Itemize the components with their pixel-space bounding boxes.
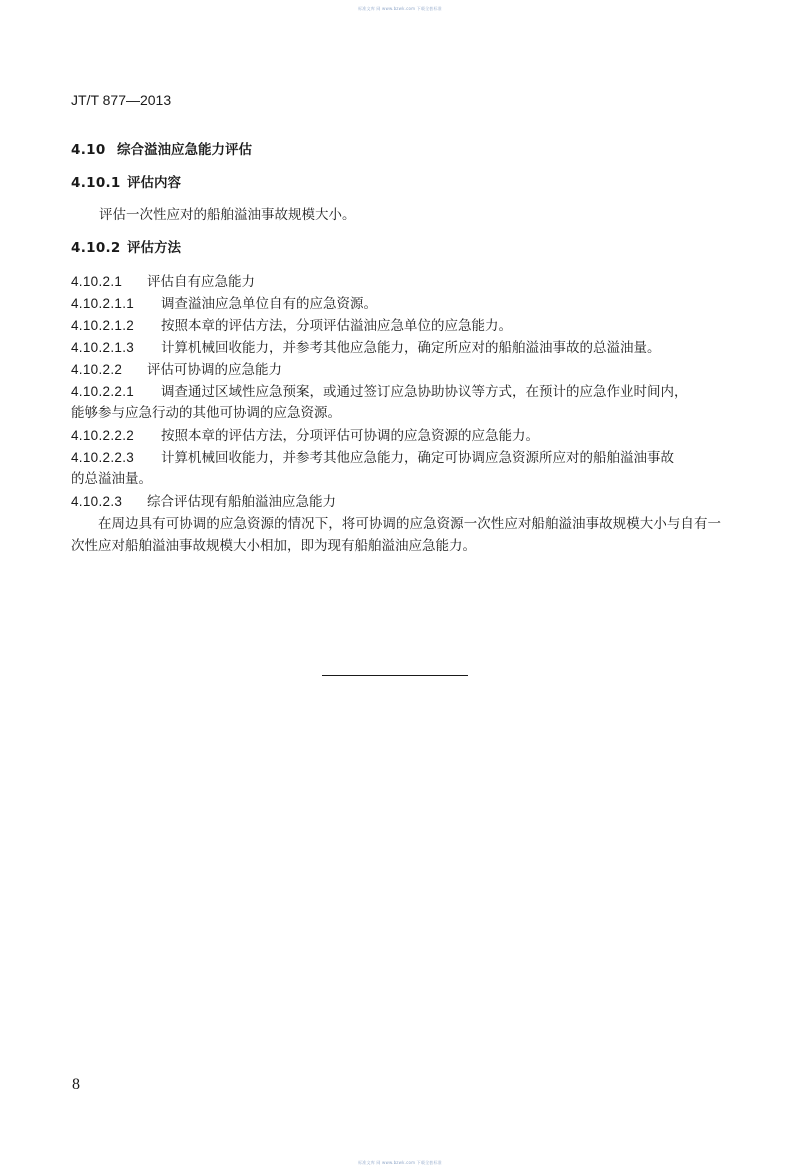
clause-4-10-2-2-2	[71, 429, 539, 444]
standard-code: JT/T 877—2013	[71, 92, 172, 108]
section-4-10-1-heading	[71, 177, 181, 191]
clause-number: 4.10.2.1.1	[71, 296, 135, 311]
section-title: 评估方法	[127, 240, 181, 256]
bottom-watermark: 标准文库 网 www.bzwk.com 下载全套标准	[358, 1160, 442, 1165]
clause-4-10-2-1-1	[71, 297, 377, 312]
clause-4-10-2-2-1-continued: 能够参与应急行动的其他可协调的应急资源。	[71, 405, 341, 421]
clause-number: 4.10.2.2	[71, 362, 123, 377]
clause-number: 4.10.2.2.3	[71, 450, 135, 465]
clause-text: 按照本章的评估方法，分项评估可协调的应急资源的应急能力。	[161, 428, 539, 444]
clause-4-10-2-1-3	[71, 341, 661, 356]
clause-text: 计算机械回收能力，并参考其他应急能力，确定所应对的船舶溢油事故的总溢油量。	[161, 340, 661, 356]
clause-4-10-2-3-body: 在周边具有可协调的应急资源的情况下，将可协调的应急资源一次性应对船舶溢油事故规模大小与自有一次性应对船舶溢油事故规模大小相加，即为现有船舶溢油应急能力。	[71, 516, 721, 554]
section-4-10-heading	[71, 144, 252, 158]
clause-4-10-2-1	[71, 275, 255, 290]
section-number: 4.10	[71, 142, 106, 158]
section-title: 评估内容	[127, 175, 181, 191]
clause-text: 调查溢油应急单位自有的应急资源。	[161, 296, 377, 312]
end-of-standard-rule	[322, 675, 468, 676]
clause-number: 4.10.2.1.2	[71, 318, 135, 333]
clause-number: 4.10.2.1.3	[71, 340, 135, 355]
clause-4-10-2-2-3	[71, 451, 674, 466]
clause-4-10-2-1-2	[71, 319, 512, 334]
section-4-10-1-body: 评估一次性应对的船舶溢油事故规模大小。	[99, 207, 356, 223]
clause-text: 按照本章的评估方法，分项评估溢油应急单位的应急能力。	[161, 318, 512, 334]
clause-number: 4.10.2.2.1	[71, 384, 135, 399]
clause-text-line-1: 计算机械回收能力，并参考其他应急能力，确定可协调应急资源所应对的船舶溢油事故	[161, 450, 674, 466]
page-number: 8	[72, 1076, 80, 1093]
clause-4-10-2-2-1	[71, 385, 688, 400]
clause-4-10-2-2-3-continued: 的总溢油量。	[71, 471, 152, 487]
clause-number: 4.10.2.3	[71, 494, 123, 509]
top-watermark: 标准文库 网 www.bzwk.com 下载全套标准	[358, 6, 442, 11]
section-4-10-2-heading	[71, 242, 181, 256]
clause-text: 评估自有应急能力	[147, 274, 255, 290]
clause-number: 4.10.2.2.2	[71, 428, 135, 443]
clause-4-10-2-3	[71, 495, 336, 510]
clause-text: 综合评估现有船舶溢油应急能力	[147, 494, 336, 510]
section-number: 4.10.2	[71, 240, 121, 256]
section-number: 4.10.1	[71, 175, 121, 191]
clause-text-line-1: 调查通过区域性应急预案，或通过签订应急协助协议等方式，在预计的应急作业时间内，	[161, 384, 688, 400]
clause-4-10-2-2	[71, 363, 282, 378]
clause-text: 评估可协调的应急能力	[147, 362, 282, 378]
section-title: 综合溢油应急能力评估	[117, 142, 252, 158]
clause-number: 4.10.2.1	[71, 274, 123, 289]
